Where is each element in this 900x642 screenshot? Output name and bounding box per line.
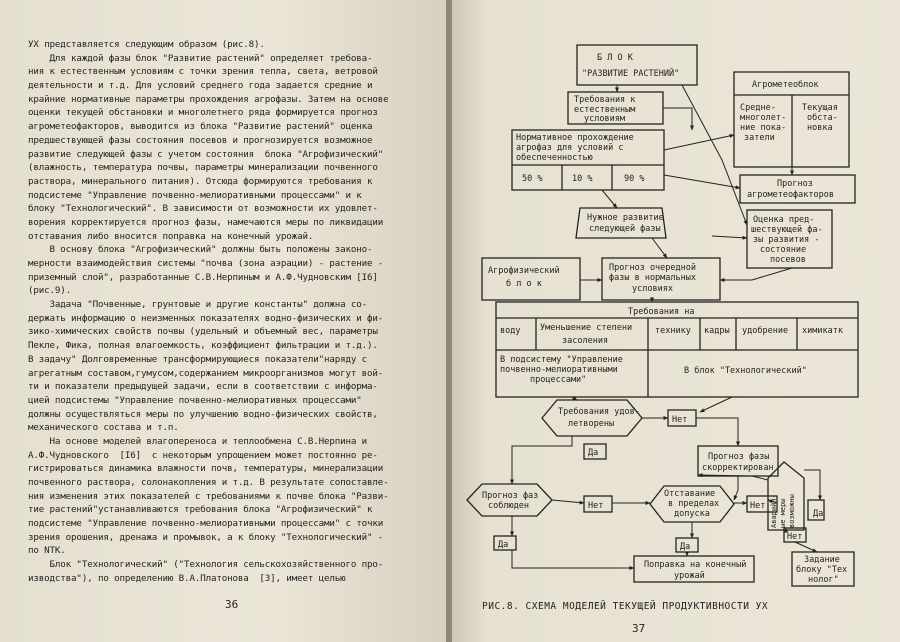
sub-line-2: почвенно-мелиоративными xyxy=(500,365,618,375)
to-tech: В блок "Технологический" xyxy=(684,366,807,376)
requirements-satisfied-decision xyxy=(542,400,642,436)
forecast-agromet-line-2: агрометеофакторов xyxy=(747,190,834,200)
emergency-line-2: ые меры xyxy=(779,498,787,528)
next-line-3: условиях xyxy=(632,284,673,294)
text-line: зрения орошения, дренажа и промывок, а к блоку "Технологический" - xyxy=(28,531,384,543)
text-line: УХ представляется следующим образом (рис.8). xyxy=(28,39,265,50)
probability-10: 10 % xyxy=(572,174,593,184)
needed-line-2: следующей фазы xyxy=(589,224,661,234)
agrophys-line-2: б л о к xyxy=(506,279,542,289)
text-line: ния изменения этих показателей с требованиями к почве блока "Разви- xyxy=(28,490,389,502)
forecast-agromet-line-1: Прогноз xyxy=(777,179,813,189)
observed-line-1: Прогноз фаз xyxy=(482,491,539,501)
cur-line-1: Текущая xyxy=(802,103,838,113)
needed-line-1: Нужное развитие xyxy=(587,213,664,223)
emergency-line-3: возможны xyxy=(788,494,796,528)
col-tech: технику xyxy=(655,326,691,336)
corrected-line-2: скорректирован xyxy=(702,463,774,473)
col-staff: кадры xyxy=(704,326,730,336)
text-line: деятельности и т.д. Для условий среднего года задается средние и xyxy=(28,80,373,92)
text-line: должны осуществляться меры по улучшению водно-физических свойств, xyxy=(28,408,378,420)
cur-line-3: новка xyxy=(807,123,833,133)
text-line: зико-химических свойств почвы (удельный и объемный вес, параметры xyxy=(28,326,378,338)
corrected-line-1: Прогноз фазы xyxy=(708,452,770,462)
avg-line-2: многолет- xyxy=(740,113,787,123)
col-soil-line-1: Уменьшение степени xyxy=(540,323,633,333)
agromet-title: Агрометеоблок xyxy=(752,80,819,90)
task-line-2: блоку "Тех xyxy=(796,565,848,575)
right-page xyxy=(452,0,900,642)
label-no-2: Нет xyxy=(588,501,604,511)
text-line: раствора, минерального питания). Отсюда формируются требования к xyxy=(28,175,373,187)
label-yes-1: Да xyxy=(588,448,599,458)
text-line: ворения корректируется прогноз фазы, намечаются меры по ликвидации xyxy=(28,216,384,228)
label-yes-2: Да xyxy=(813,509,824,519)
label-no-3: Нет xyxy=(750,501,766,511)
agrophys-line-1: Агрофизический xyxy=(488,266,560,276)
natural-req-line-3: условиям xyxy=(584,114,625,124)
col-chem: химикатк xyxy=(802,326,843,336)
label-yes-4: Да xyxy=(680,542,691,552)
text-line: В задачу" Долговременные трансформирующиеся показатели"наряду с xyxy=(28,353,368,365)
cur-line-2: обста- xyxy=(807,113,838,123)
text-line: изводства"), по определению В.А.Платонова [3], имеет целью xyxy=(28,572,346,584)
final-line-1: Поправка на конечный xyxy=(644,560,747,570)
text-line: держать информацию о неизменных показателях водно-физических и фи- xyxy=(28,312,384,324)
figure-caption: РИС.8. СХЕМА МОДЕЛЕЙ ТЕКУЩЕЙ ПРОДУКТИВНОСТИ УХ xyxy=(482,601,769,612)
text-line: мерности взаимодействия системы "почва (зона аэрации) - растение - xyxy=(28,258,384,269)
text-line: цией подсистемы "Управление почвенно-мелиоративных процессами" xyxy=(28,394,362,406)
next-line-2: фазы в нормальных xyxy=(609,273,696,283)
sub-line-1: В подсистему "Управление xyxy=(500,355,623,365)
text-line: отставания либо вносится поправка на конечный урожай. xyxy=(28,230,314,242)
normative-line-1: Нормативное прохождение xyxy=(516,133,634,143)
text-line: развитие следующей фазы с учетом состояния блока "Агрофизический" xyxy=(28,148,384,160)
col-water: воду xyxy=(500,326,521,336)
left-page xyxy=(0,0,448,642)
assess-line-3: зы развития - xyxy=(753,235,820,245)
text-line: ния к естественным условиям с точки зрения тепла, света, ветровой xyxy=(28,66,378,78)
text-line: механического состава и т.п. xyxy=(28,422,179,434)
probability-90: 90 % xyxy=(624,174,645,184)
satisfied-line-1: Требования удов- xyxy=(558,407,640,417)
natural-req-line-2: естественным xyxy=(574,105,636,115)
observed-line-2: соблюден xyxy=(488,501,529,511)
left-page-text xyxy=(28,38,420,586)
text-line: ти и показатели предыдущей задачи, если в соответствии с информа- xyxy=(28,381,378,393)
label-no-1: Нет xyxy=(672,415,688,425)
next-line-1: Прогноз очередной xyxy=(609,263,696,273)
avg-line-3: ние пока- xyxy=(740,123,787,133)
page-number-left: 36 xyxy=(225,598,239,611)
col-soil-line-2: засоления xyxy=(562,336,609,346)
text-line: тие растений"устанавливаются требования блока "Агрофизический" к xyxy=(28,504,373,516)
task-line-3: нолог" xyxy=(808,575,839,585)
text-line: по NTK. xyxy=(28,545,66,557)
assess-line-5: посевов xyxy=(770,255,806,265)
text-line: почвенного раствора, солонакопления и т.д. В результате сопоставле- xyxy=(28,477,389,488)
emergency-line-1: Аварийн- xyxy=(770,494,778,528)
flowchart-diagram xyxy=(452,0,900,642)
text-line: Для каждой фазы блок "Развитие растений" определяет требова- xyxy=(28,52,373,64)
text-line: предшествующей фазы состояния посевов и прогнозируется возможное xyxy=(28,134,373,146)
sub-line-3: процессами" xyxy=(530,375,587,385)
assess-line-2: шествующей фа- xyxy=(751,225,823,235)
text-line: подсистеме "Управление почвенно-мелиоративными процессами" и к xyxy=(28,189,362,201)
lag-line-3: допуска xyxy=(674,509,710,519)
lag-line-2: в пределах xyxy=(668,499,720,509)
text-line: Пекле, Фика, полная влагоемкость, коэффициент фильтрации и т.д.). xyxy=(28,340,378,352)
text-line: А.Ф.Чудновского [I6] с некоторым упрощением может постоянно ре- xyxy=(28,449,378,461)
text-line: подсистеме "Управление почвенно-мелиоративными процессами" с точки xyxy=(28,518,384,530)
probability-50: 50 % xyxy=(522,174,543,184)
label-yes-3: Да xyxy=(498,540,509,550)
final-line-2: урожай xyxy=(674,571,705,581)
avg-line-4: затели xyxy=(744,133,775,143)
text-line: агрегатным составом,гумусом,содержанием микроорганизмов могут вой- xyxy=(28,367,384,379)
lag-line-1: Отставание xyxy=(664,489,716,499)
block-plant-name: "РАЗВИТИЕ РАСТЕНИЙ" xyxy=(582,69,680,79)
avg-line-1: Средне- xyxy=(740,103,776,113)
satisfied-line-2: летворены xyxy=(568,419,615,429)
text-line: В основу блока "Агрофизический" должны быть положены законо- xyxy=(28,244,373,256)
block-plant-development xyxy=(577,45,697,85)
page-number-right: 37 xyxy=(632,622,646,635)
text-line: блоку "Технологический". В зависимости от возможности их удовлет- xyxy=(28,203,378,215)
normative-line-2: агрофаз для условий с xyxy=(516,143,624,153)
text-line: (рис.9). xyxy=(28,285,72,297)
normative-line-3: обеспеченностью xyxy=(516,153,593,163)
label-no-4: Нет xyxy=(787,532,803,542)
text-line: Задача "Почвенные, грунтовые и другие константы" должна со- xyxy=(28,299,368,311)
assess-line-1: Оценка пред- xyxy=(753,215,815,225)
natural-req-line-1: Требования к xyxy=(574,95,636,105)
req-header: Требования на xyxy=(628,307,695,317)
text-line: агрометеофакторов, выводится из блока "Развитие растений" оценка xyxy=(28,121,373,133)
block-plant-title: Б Л О К xyxy=(597,53,633,63)
text-line: Блок "Технологический" ("Технология сельскохозяйственного про- xyxy=(28,559,384,571)
task-line-1: Задание xyxy=(804,555,840,565)
text-line: гистрироваться динамика влажности почв, температуры, минерализации xyxy=(28,463,384,475)
text-line: (влажность, температура почвы, параметры минерализации почвенного xyxy=(28,162,378,174)
text-line: крайние нормативные параметры прохождения агрофазы. Затем на основе xyxy=(28,93,389,105)
text-line: оценки текущей обстановки и многолетнего ряда формируется прогноз xyxy=(28,107,378,119)
col-fert: удобрение xyxy=(742,326,789,336)
text-line: приземный слой", разработанные С.В.Нерпиным и А.Ф.Чудновским [I6] xyxy=(28,271,378,283)
assess-line-4: состояние xyxy=(760,245,807,255)
text-line: На основе моделей влагопереноса и теплообмена С.В.Нерпина и xyxy=(28,435,368,447)
